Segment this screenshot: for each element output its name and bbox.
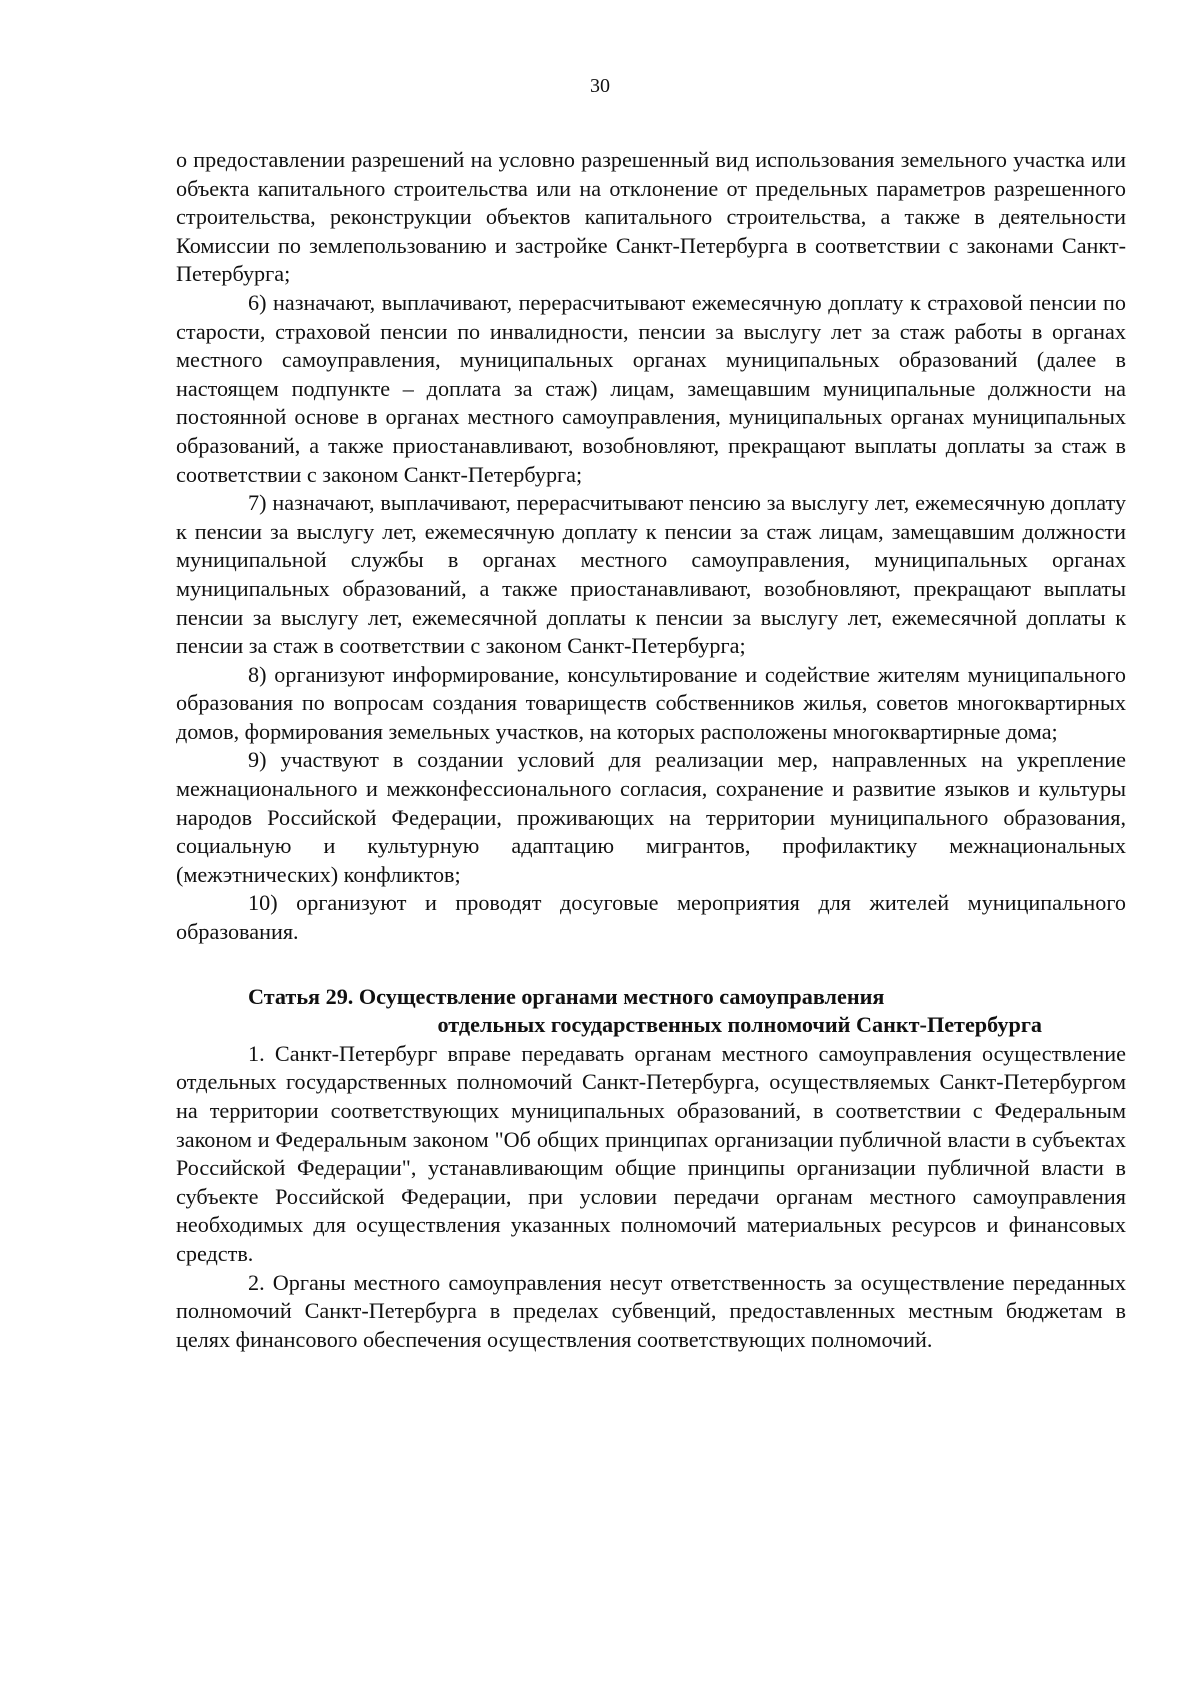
paragraph-item-9: 9) участвуют в создании условий для реализации мер, направленных на укрепление межнационального и межконфессионального согласия, сохранение и развитие языков и культуры народов Российской Федерации, проживающих на территории муниципального образования, социальную и культурную адаптацию мигрантов, профилактику межнациональных (межэтнических) конфликтов;	[176, 747, 1126, 887]
article-title-line-2: отдельных государственных полномочий Санкт-Петербурга	[437, 1012, 1042, 1038]
document-body	[176, 146, 1126, 1354]
paragraph-item-6: 6) назначают, выплачивают, перерасчитывают ежемесячную доплату к страховой пенсии по старости, страховой пенсии по инвалидности, пенсии за выслугу лет за стаж работы в органах местного самоуправления, муниципальных органах муниципальных образований (далее в настоящем подпункте – доплата за стаж) лицам, замещавшим муниципальные должности на постоянной основе в органах местного самоуправления, муниципальных органах муниципальных образований, а также приостанавливают, возобновляют, прекращают выплаты доплаты за стаж в соответствии с законом Санкт-Петербурга;	[176, 289, 1126, 487]
paragraph-clause-1: 1. Санкт-Петербург вправе передавать органам местного самоуправления осуществление отдельных государственных полномочий Санкт-Петербурга, осуществляемых Санкт-Петербургом на территории соответствующих муниципальных образований, в соответствии с Федеральным законом и Федеральным законом "Об общих принципах организации публичной власти в субъектах Российской Федерации", устанавливающим общие принципы организации публичной власти в субъекте Российской Федерации, при условии передачи органам местного самоуправления необходимых для осуществления указанных полномочий материальных ресурсов и финансовых средств.	[176, 1040, 1126, 1266]
paragraph-item-8: 8) организуют информирование, консультирование и содействие жителям муниципального образования по вопросам создания товариществ собственников жилья, советов многоквартирных домов, формирования земельных участков, на которых расположены многоквартирные дома;	[176, 661, 1126, 744]
article-heading	[176, 983, 1126, 1040]
page-number: 30	[590, 75, 610, 97]
paragraph-item-10: 10) организуют и проводят досуговые мероприятия для жителей муниципального образования.	[176, 890, 1126, 945]
paragraph-continuation: о предоставлении разрешений на условно разрешенный вид использования земельного участка или объекта капитального строительства или на отклонение от предельных параметров разрешенного строительства, реконструкции объектов капитального строительства, а также в деятельности Комиссии по землепользованию и застройке Санкт-Петербурга в соответствии с законами Санкт-Петербурга;	[176, 147, 1126, 287]
paragraph-item-7: 7) назначают, выплачивают, перерасчитывают пенсию за выслугу лет, ежемесячную доплату к пенсии за выслугу лет, ежемесячную доплату к пенсии за стаж лицам, замещавшим должности муниципальной службы в органах местного самоуправления, муниципальных органах муниципальных образований, а также приостанавливают, возобновляют, прекращают выплаты пенсии за выслугу лет, ежемесячной доплаты к пенсии за выслугу лет, ежемесячной доплаты к пенсии за стаж в соответствии с законом Санкт-Петербурга;	[176, 490, 1126, 659]
paragraph-clause-2: 2. Органы местного самоуправления несут ответственность за осуществление переданных полномочий Санкт-Петербурга в пределах субвенций, предоставленных местным бюджетам в целях финансового обеспечения осуществления соответствующих полномочий.	[176, 1269, 1126, 1352]
article-title-line-1: Статья 29. Осуществление органами местного самоуправления	[248, 983, 885, 1009]
